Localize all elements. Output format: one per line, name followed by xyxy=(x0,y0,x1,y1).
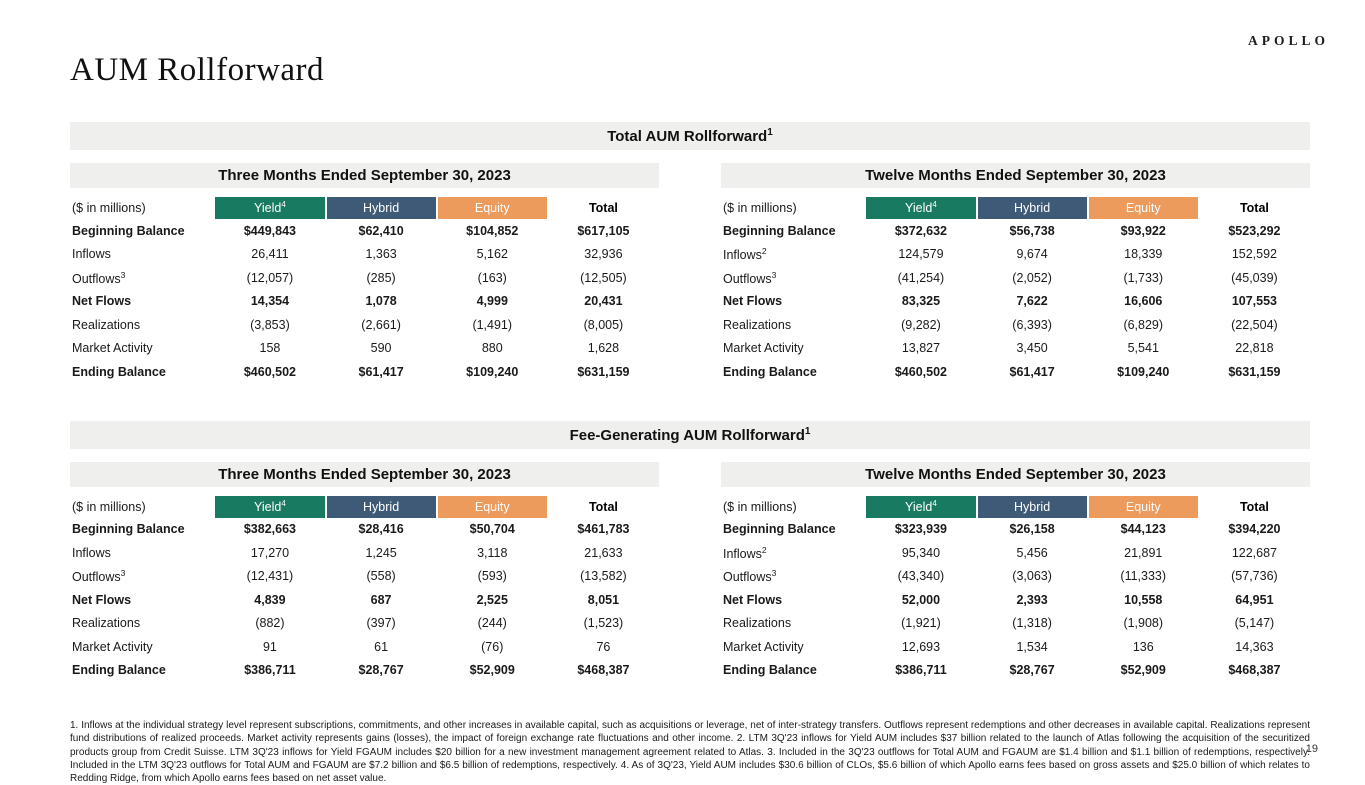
row-label: Market Activity xyxy=(723,341,804,356)
row-label: Beginning Balance xyxy=(72,522,185,537)
value-cell-yield: (43,340) xyxy=(897,569,945,584)
table-row xyxy=(721,612,1310,636)
table-row xyxy=(70,518,659,542)
value-cell-equity: $109,240 xyxy=(1117,364,1170,379)
section-title: Fee-Generating AUM Rollforward xyxy=(569,426,805,444)
row-label-sup: 3 xyxy=(771,269,777,280)
value-cell-total: $631,159 xyxy=(1228,364,1281,379)
units-label: ($ in millions) xyxy=(723,499,797,514)
row-label: Inflows xyxy=(72,247,111,262)
table-head xyxy=(721,496,1310,518)
value-cell-yield: (1,921) xyxy=(901,616,941,631)
row-label-sup: 3 xyxy=(120,269,126,280)
value-cell-hybrid: $61,417 xyxy=(1009,364,1055,379)
value-cell-hybrid: 590 xyxy=(370,341,392,356)
row-label: Outflows$^3$ xyxy=(72,568,126,585)
value-cell-hybrid: 3,450 xyxy=(1016,341,1048,356)
value-cell-hybrid: $28,767 xyxy=(1009,663,1055,678)
value-cell-total: 107,553 xyxy=(1231,294,1277,309)
value-cell-hybrid: $56,738 xyxy=(1009,223,1055,238)
value-cell-hybrid: (2,052) xyxy=(1012,270,1052,285)
value-cell-hybrid: (2,661) xyxy=(361,317,401,332)
value-cell-hybrid: 9,674 xyxy=(1016,247,1048,262)
value-cell-total: 32,936 xyxy=(584,247,623,262)
table-row xyxy=(70,243,659,267)
column-header-sup-yield: 4 xyxy=(281,200,286,210)
value-cell-equity: (1,491) xyxy=(472,317,513,332)
value-cell-total: $468,387 xyxy=(577,663,630,678)
table-row xyxy=(721,360,1310,384)
value-cell-yield: (12,431) xyxy=(246,569,294,584)
section-title: Total AUM Rollforward xyxy=(607,128,768,145)
value-cell-equity: 3,118 xyxy=(477,545,508,560)
apollo-logo: APOLLO xyxy=(1247,33,1329,48)
value-cell-total: (22,504) xyxy=(1231,317,1278,332)
page-number: 19 xyxy=(1305,743,1318,755)
row-label: Outflows$^3$ xyxy=(723,568,777,585)
table-row xyxy=(70,612,659,636)
column-header-sup-yield: 4 xyxy=(932,498,937,508)
table-row xyxy=(721,518,1310,542)
value-cell-yield: 95,340 xyxy=(901,545,941,560)
value-cell-equity: 2,525 xyxy=(476,592,508,607)
row-label: Realizations xyxy=(72,616,141,631)
table-row xyxy=(70,313,659,337)
column-header-total: Total xyxy=(588,499,618,514)
value-cell-total: 21,633 xyxy=(584,545,623,560)
value-cell-yield: $386,711 xyxy=(895,663,947,678)
value-cell-hybrid: 687 xyxy=(370,592,392,607)
value-cell-yield: 17,270 xyxy=(250,545,290,560)
table-block-total-3m xyxy=(70,163,659,384)
column-header-hybrid: Hybrid xyxy=(326,197,437,219)
value-cell-equity: (244) xyxy=(477,616,507,631)
value-cell-hybrid: $26,158 xyxy=(1009,522,1055,537)
value-cell-yield: $449,843 xyxy=(243,223,296,238)
column-header-total: Total xyxy=(1239,499,1269,514)
column-header-row xyxy=(721,197,1310,219)
value-cell-equity: $104,852 xyxy=(466,223,519,238)
value-cell-equity: (1,733) xyxy=(1123,270,1164,285)
column-header-equity: Equity xyxy=(1088,197,1199,219)
column-header-row xyxy=(70,496,659,518)
value-cell-hybrid: 1,534 xyxy=(1016,639,1048,654)
value-cell-yield: $323,939 xyxy=(894,522,947,537)
row-label: Inflows$^2$ xyxy=(723,544,767,561)
value-cell-equity: $52,909 xyxy=(469,663,515,678)
section-total-aum xyxy=(70,122,1310,384)
section-title-banner-fee-generating-aum xyxy=(70,421,1310,449)
column-header-total: Total xyxy=(1239,201,1269,215)
row-label-sup: 2 xyxy=(761,544,767,555)
column-header-hybrid: Hybrid xyxy=(977,496,1088,518)
value-cell-total: $394,220 xyxy=(1228,522,1281,537)
value-cell-yield: 12,693 xyxy=(901,639,941,654)
value-cell-hybrid: 5,456 xyxy=(1016,545,1048,560)
value-cell-total: (1,523) xyxy=(583,616,624,631)
table-row xyxy=(721,565,1310,589)
row-label: Realizations xyxy=(723,317,792,332)
value-cell-yield: $386,711 xyxy=(244,663,296,678)
value-cell-yield: 13,827 xyxy=(901,341,941,356)
value-cell-total: $631,159 xyxy=(577,364,630,379)
table-row xyxy=(70,290,659,314)
column-header-equity: Equity xyxy=(437,197,548,219)
row-label: Ending Balance xyxy=(723,663,817,678)
period-banner-fg-ltm: Twelve Months Ended September 30, 2023 xyxy=(721,462,1310,487)
table-row xyxy=(70,219,659,243)
table-head xyxy=(70,197,659,219)
section-fee-generating-aum xyxy=(70,421,1310,683)
value-cell-total: 76 xyxy=(596,639,611,654)
section-title-sup: 1 xyxy=(767,127,773,138)
value-cell-total: (57,736) xyxy=(1231,569,1278,584)
row-label: Ending Balance xyxy=(72,364,166,379)
units-label: ($ in millions) xyxy=(723,201,797,215)
row-label: Outflows$^3$ xyxy=(723,269,777,286)
row-label-sup: 2 xyxy=(761,246,767,257)
period-banner-total-ltm: Twelve Months Ended September 30, 2023 xyxy=(721,163,1310,188)
value-cell-yield: $460,502 xyxy=(243,364,296,379)
table-row xyxy=(70,635,659,659)
aum-table-fg-3m xyxy=(70,496,659,683)
period-banner-total-3m: Three Months Ended September 30, 2023 xyxy=(70,163,659,188)
table-row xyxy=(721,635,1310,659)
value-cell-yield: 124,579 xyxy=(898,247,944,262)
value-cell-equity: (163) xyxy=(477,270,507,285)
table-row xyxy=(70,565,659,589)
row-label-sup: 3 xyxy=(120,568,126,579)
value-cell-equity: $44,123 xyxy=(1120,522,1166,537)
value-cell-equity: 136 xyxy=(1132,639,1154,654)
value-cell-total: 122,687 xyxy=(1231,545,1277,560)
tables-row-total-aum xyxy=(70,163,1310,384)
value-cell-total: 64,951 xyxy=(1235,592,1274,607)
value-cell-total: 20,431 xyxy=(584,294,623,309)
value-cell-total: 8,051 xyxy=(587,592,620,607)
table-block-total-ltm xyxy=(721,163,1310,384)
value-cell-hybrid: 7,622 xyxy=(1016,294,1048,309)
table-row xyxy=(721,541,1310,565)
value-cell-yield: $382,663 xyxy=(243,522,296,537)
value-cell-hybrid: (285) xyxy=(366,270,396,285)
row-label: Outflows$^3$ xyxy=(72,269,126,286)
value-cell-equity: 5,162 xyxy=(476,247,508,262)
row-label-sup: 3 xyxy=(771,568,777,579)
row-label: Net Flows xyxy=(72,592,132,607)
value-cell-equity: (76) xyxy=(481,639,504,654)
table-row xyxy=(721,219,1310,243)
column-header-row xyxy=(721,496,1310,518)
row-label: Market Activity xyxy=(723,639,804,654)
table-row xyxy=(721,313,1310,337)
value-cell-yield: 158 xyxy=(259,341,281,356)
table-body xyxy=(70,518,659,683)
row-label: Ending Balance xyxy=(723,364,817,379)
table-row xyxy=(721,659,1310,683)
column-header-yield: Yield$^4$ xyxy=(865,496,976,518)
aum-table-total-ltm xyxy=(721,197,1310,384)
table-head xyxy=(721,197,1310,219)
value-cell-equity: 4,999 xyxy=(476,294,508,309)
row-label: Inflows xyxy=(72,545,111,560)
row-label: Beginning Balance xyxy=(723,223,836,238)
value-cell-hybrid: 1,363 xyxy=(365,247,397,262)
column-header-equity: Equity xyxy=(1088,496,1199,518)
value-cell-hybrid: (397) xyxy=(366,616,396,631)
row-label: Realizations xyxy=(72,317,141,332)
value-cell-equity: $52,909 xyxy=(1120,663,1166,678)
section-title-sup: 1 xyxy=(804,425,811,437)
table-body xyxy=(70,219,659,384)
value-cell-total: (45,039) xyxy=(1231,270,1278,285)
column-header-sup-yield: 4 xyxy=(281,498,286,508)
row-label: Inflows$^2$ xyxy=(723,246,767,263)
column-header-total: Total xyxy=(588,201,618,215)
row-label: Market Activity xyxy=(72,341,153,356)
table-block-fg-3m xyxy=(70,462,659,683)
value-cell-yield: $372,632 xyxy=(894,223,947,238)
value-cell-equity: 10,558 xyxy=(1124,592,1163,607)
row-label: Realizations xyxy=(723,616,792,631)
value-cell-yield: 52,000 xyxy=(901,592,941,607)
value-cell-yield: 83,325 xyxy=(901,294,941,309)
value-cell-hybrid: (558) xyxy=(366,569,396,584)
value-cell-equity: $50,704 xyxy=(469,522,515,537)
value-cell-total: (12,505) xyxy=(580,270,627,285)
row-label: Net Flows xyxy=(723,592,783,607)
column-header-row xyxy=(70,197,659,219)
value-cell-hybrid: $28,416 xyxy=(358,522,404,537)
table-row xyxy=(721,243,1310,267)
column-header-hybrid: Hybrid xyxy=(326,496,437,518)
value-cell-equity: (1,908) xyxy=(1123,616,1164,631)
value-cell-hybrid: 61 xyxy=(374,639,389,654)
value-cell-total: 14,363 xyxy=(1235,639,1274,654)
table-row xyxy=(70,337,659,361)
row-label: Market Activity xyxy=(72,639,153,654)
page-title: AUM Rollforward xyxy=(70,52,325,88)
aum-table-total-3m xyxy=(70,197,659,384)
column-header-yield: Yield$^4$ xyxy=(214,197,325,219)
row-label: Net Flows xyxy=(72,294,132,309)
value-cell-total: $523,292 xyxy=(1228,223,1281,238)
value-cell-yield: (9,282) xyxy=(901,317,941,332)
table-row xyxy=(721,337,1310,361)
table-head xyxy=(70,496,659,518)
value-cell-yield: $460,502 xyxy=(894,364,947,379)
value-cell-yield: (12,057) xyxy=(246,270,294,285)
value-cell-hybrid: (6,393) xyxy=(1012,317,1052,332)
value-cell-hybrid: (3,063) xyxy=(1012,569,1052,584)
value-cell-hybrid: 1,245 xyxy=(365,545,397,560)
footnotes: 1. Inflows at the individual strategy level represent subscriptions, commitments, and other increases in available capital, such as acquisitions or leverage, net of inter-strategy transfers. Outflows represent redemptions and other decreases in available capital. Realizations represent fund distributions of realized proceeds. Market activity represents gains (losses), the impact of foreign exchange rate fluctuations and other income. 2. LTM 3Q'23 inflows for Yield AUM includes $37 billion related to the launch of Atlas following the acquisition of the securitized products group from Credit Suisse. LTM 3Q'23 inflows for Yield FGAUM includes $20 billion for a new investment management agreement related to Atlas. 3. Included in the 3Q'23 outflows for Total AUM and FGAUM are $1.4 billion and $1.1 billion of redemptions, respectively. Included in the LTM 3Q'23 outflows for Total AUM and FGAUM are $7.2 billion and $6.5 billion of redemptions, respectively. 4. As of 3Q'23, Yield AUM includes $30.6 billion of CLOs, $5.6 billion of which Apollo earns fees based on gross assets and $25.0 billion of which relates to Redding Ridge, from which Apollo earns fees based on net asset value. xyxy=(70,720,1310,785)
value-cell-total: (8,005) xyxy=(583,317,624,332)
units-label: ($ in millions) xyxy=(72,499,146,514)
row-label: Ending Balance xyxy=(72,663,166,678)
value-cell-equity: 5,541 xyxy=(1127,341,1159,356)
row-label: Beginning Balance xyxy=(723,522,836,537)
value-cell-yield: 26,411 xyxy=(251,247,289,262)
period-banner-fg-3m: Three Months Ended September 30, 2023 xyxy=(70,462,659,487)
value-cell-equity: $109,240 xyxy=(466,364,519,379)
section-title-banner-total-aum xyxy=(70,122,1310,150)
value-cell-equity: 18,339 xyxy=(1124,247,1163,262)
value-cell-hybrid: 1,078 xyxy=(365,294,397,309)
units-label: ($ in millions) xyxy=(72,201,146,215)
table-row xyxy=(70,266,659,290)
value-cell-hybrid: $61,417 xyxy=(358,364,404,379)
value-cell-equity: 16,606 xyxy=(1124,294,1163,309)
table-row xyxy=(721,588,1310,612)
column-header-yield: Yield$^4$ xyxy=(214,496,325,518)
column-header-equity: Equity xyxy=(437,496,548,518)
value-cell-total: $617,105 xyxy=(577,223,630,238)
table-row xyxy=(721,266,1310,290)
value-cell-yield: 4,839 xyxy=(254,592,286,607)
table-body xyxy=(721,518,1310,683)
value-cell-yield: (41,254) xyxy=(897,270,945,285)
table-block-fg-ltm xyxy=(721,462,1310,683)
value-cell-yield: 14,354 xyxy=(250,294,290,309)
row-label: Net Flows xyxy=(723,294,783,309)
value-cell-total: $461,783 xyxy=(577,522,630,537)
table-row xyxy=(721,290,1310,314)
value-cell-equity: (11,333) xyxy=(1120,569,1167,584)
value-cell-hybrid: $28,767 xyxy=(358,663,404,678)
value-cell-hybrid: (1,318) xyxy=(1012,616,1052,631)
table-body xyxy=(721,219,1310,384)
row-label: Beginning Balance xyxy=(72,223,185,238)
column-header-yield: Yield$^4$ xyxy=(865,197,976,219)
value-cell-total: (13,582) xyxy=(580,569,627,584)
value-cell-equity: $93,922 xyxy=(1120,223,1166,238)
value-cell-hybrid: 2,393 xyxy=(1016,592,1048,607)
column-header-sup-yield: 4 xyxy=(932,200,937,210)
value-cell-total: 152,592 xyxy=(1231,247,1277,262)
value-cell-total: (5,147) xyxy=(1234,616,1275,631)
table-row xyxy=(70,588,659,612)
value-cell-yield: (882) xyxy=(255,616,285,631)
value-cell-equity: (593) xyxy=(477,569,507,584)
table-row xyxy=(70,659,659,683)
value-cell-total: $468,387 xyxy=(1228,663,1281,678)
column-header-hybrid: Hybrid xyxy=(977,197,1088,219)
value-cell-total: 1,628 xyxy=(587,341,620,356)
value-cell-equity: 21,891 xyxy=(1124,545,1163,560)
value-cell-yield: (3,853) xyxy=(250,317,290,332)
value-cell-yield: 91 xyxy=(262,639,277,654)
slide-content xyxy=(70,122,1310,785)
table-row xyxy=(70,360,659,384)
value-cell-equity: 880 xyxy=(481,341,503,356)
value-cell-hybrid: $62,410 xyxy=(358,223,404,238)
value-cell-total: 22,818 xyxy=(1235,341,1274,356)
value-cell-equity: (6,829) xyxy=(1123,317,1164,332)
aum-table-fg-ltm xyxy=(721,496,1310,683)
sections-container xyxy=(70,122,1310,682)
tables-row-fee-generating-aum xyxy=(70,462,1310,683)
table-row xyxy=(70,541,659,565)
